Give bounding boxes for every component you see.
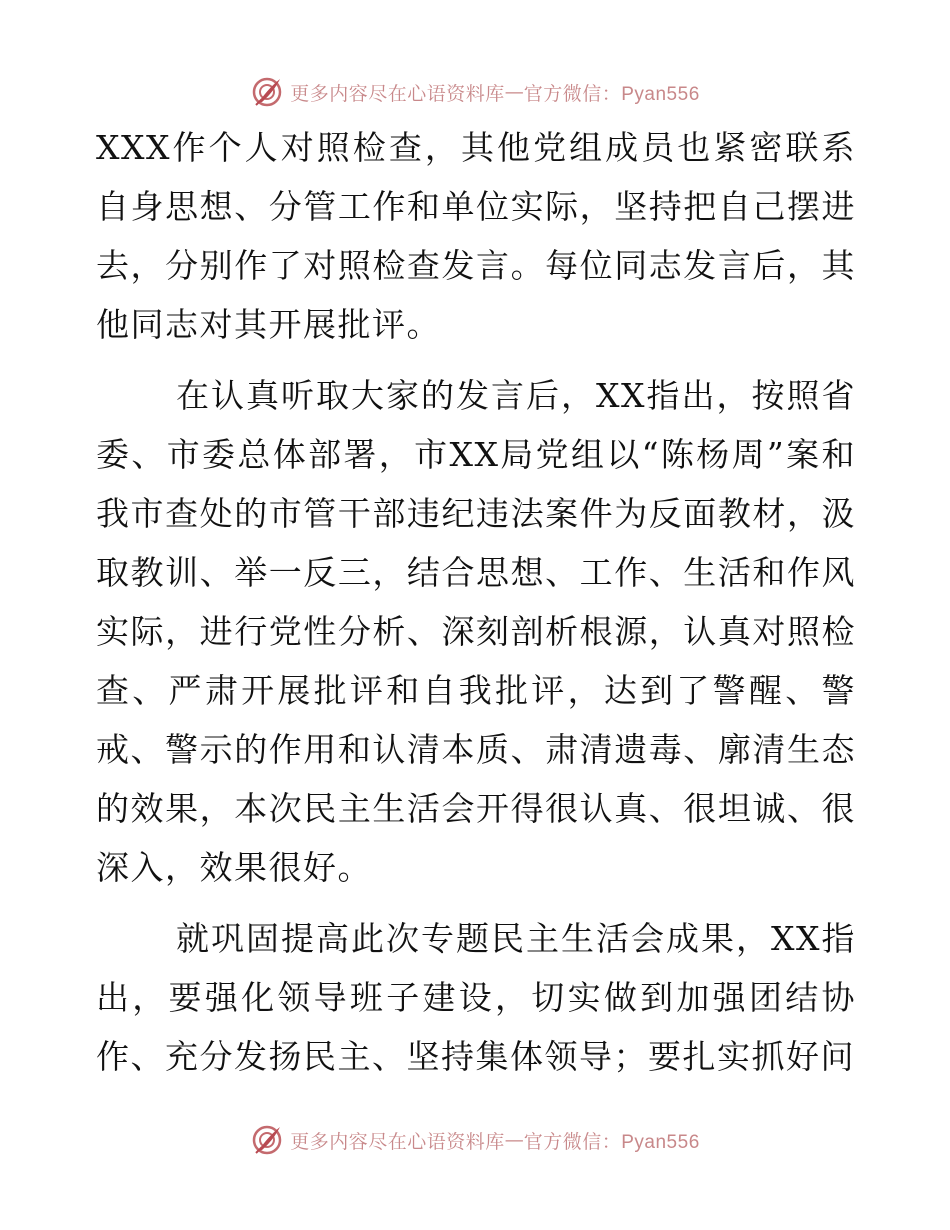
watermark-brand: 更多内容尽在心语资料库 xyxy=(290,1130,505,1153)
paragraph-3: 就巩固提高此次专题民主生活会成果，XX指出，要强化领导班子建设，切实做到加强团结协作、充分发扬民主、坚持集体领导；要扎实抓好问 xyxy=(96,919,856,1076)
watermark-separator: — xyxy=(504,81,524,103)
feather-logo-icon xyxy=(250,75,284,109)
watermark-contact: 官方微信：Pyan556 xyxy=(523,1131,700,1153)
watermark-contact: 官方微信：Pyan556 xyxy=(523,83,700,105)
watermark-separator: — xyxy=(504,1129,524,1151)
watermark-brand: 更多内容尽在心语资料库 xyxy=(290,82,505,105)
document-body xyxy=(96,118,856,1086)
paragraph-2: 在认真听取大家的发言后，XX指出，按照省委、市委总体部署，市XX局党组以“陈杨周”案和我市查处的市管干部违纪违法案件为反面教材，汲取教训、举一反三，结合思想、工作、生活和作风实际，进行党性分析、深刻剖析根源，认真对照检查、严肃开展批评和自我批评，达到了警醒、警戒、警示的作用和认清本质、肃清遗毒、廓清生态的效果，本次民主生活会开得很认真、很坦诚、很深入，效果很好。 xyxy=(96,376,856,887)
paragraph-1: XXX作个人对照检查，其他党组成员也紧密联系自身思想、分管工作和单位实际，坚持把自己摆进去，分别作了对照检查发言。每位同志发言后，其他同志对其开展批评。 xyxy=(96,128,856,344)
footer-watermark xyxy=(0,1120,950,1160)
header-watermark xyxy=(0,72,950,112)
feather-logo-icon xyxy=(250,1123,284,1157)
